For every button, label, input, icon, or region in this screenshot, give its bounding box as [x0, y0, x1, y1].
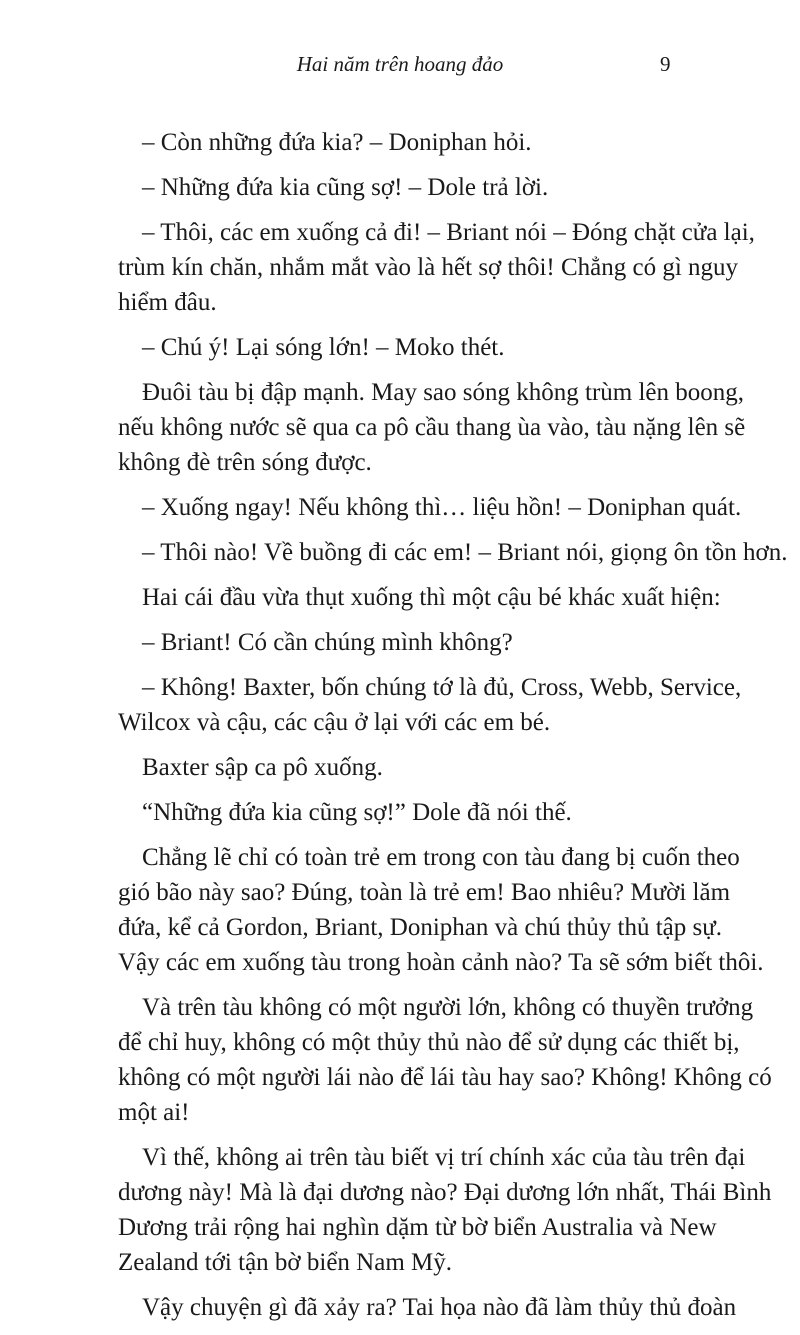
- text-line: hiểm đâu.: [118, 289, 217, 316]
- paragraph: [118, 330, 698, 365]
- paragraph: [118, 1140, 772, 1280]
- paragraph: [118, 670, 742, 740]
- text-line: – Không! Baxter, bốn chúng tớ là đủ, Cross, Webb, Service,: [142, 674, 742, 701]
- text-line: Vậy các em xuống tàu trong hoàn cảnh nào? Ta sẽ sớm biết thôi.: [118, 949, 764, 976]
- text-line: một ai!: [118, 1099, 190, 1126]
- text-line: Wilcox và cậu, các cậu ở lại với các em bé.: [118, 709, 551, 736]
- paragraph: [118, 535, 788, 570]
- text-line: Zealand tới tận bờ biển Nam Mỹ.: [118, 1249, 452, 1276]
- paragraph: [118, 490, 742, 525]
- text-line: – Xuống ngay! Nếu không thì… liệu hồn! – Doniphan quát.: [142, 494, 742, 521]
- text-line: trùm kín chăn, nhắm mắt vào là hết sợ thôi! Chẳng có gì nguy: [118, 254, 739, 281]
- text-line: – Những đứa kia cũng sợ! – Dole trả lời.: [142, 174, 549, 201]
- paragraph: [118, 795, 698, 830]
- text-line: – Thôi nào! Về buồng đi các em! – Briant nói, giọng ôn tồn hơn.: [142, 539, 788, 566]
- text-line: – Còn những đứa kia? – Doniphan hỏi.: [142, 129, 532, 156]
- text-line: “Những đứa kia cũng sợ!” Dole đã nói thế.: [142, 799, 572, 826]
- paragraph: [118, 125, 698, 160]
- text-line: Hai cái đầu vừa thụt xuống thì một cậu bé khác xuất hiện:: [142, 584, 721, 611]
- paragraph: [118, 170, 698, 205]
- text-line: – Chú ý! Lại sóng lớn! – Moko thét.: [142, 334, 505, 361]
- paragraph: [118, 580, 721, 615]
- text-line: Baxter sập ca pô xuống.: [142, 754, 383, 781]
- paragraph: [118, 625, 698, 660]
- text-line: không đè trên sóng được.: [118, 449, 372, 476]
- text-line: Chẳng lẽ chỉ có toàn trẻ em trong con tàu đang bị cuốn theo: [142, 844, 740, 871]
- text-line: đứa, kể cả Gordon, Briant, Doniphan và chú thủy thủ tập sự.: [118, 914, 723, 941]
- text-line: Dương trải rộng hai nghìn dặm từ bờ biển Australia và New: [118, 1214, 717, 1241]
- running-title: Hai năm trên hoang đảo: [296, 52, 504, 76]
- page-number: 9: [660, 52, 671, 76]
- text-line: Vì thế, không ai trên tàu biết vị trí chính xác của tàu trên đại: [142, 1144, 746, 1171]
- text-line: không có một người lái nào để lái tàu hay sao? Không! Không có: [118, 1064, 772, 1091]
- page-header: [0, 50, 800, 90]
- paragraph: [118, 1290, 737, 1325]
- text-line: gió bão này sao? Đúng, toàn là trẻ em! Bao nhiêu? Mười lăm: [118, 879, 731, 906]
- paragraph: [118, 375, 746, 480]
- text-line: nếu không nước sẽ qua ca pô cầu thang ùa vào, tàu nặng lên sẽ: [118, 414, 746, 441]
- text-line: – Thôi, các em xuống cả đi! – Briant nói – Đóng chặt cửa lại,: [142, 219, 755, 246]
- text-line: Đuôi tàu bị đập mạnh. May sao sóng không trùm lên boong,: [142, 379, 745, 406]
- paragraph: [118, 750, 698, 785]
- text-line: – Briant! Có cần chúng mình không?: [142, 629, 513, 656]
- paragraph: [118, 990, 772, 1130]
- body-text: [118, 125, 788, 1335]
- paragraph: [118, 215, 755, 320]
- text-line: để chỉ huy, không có một thủy thủ nào để sử dụng các thiết bị,: [118, 1029, 740, 1056]
- text-line: dương này! Mà là đại dương nào? Đại dương lớn nhất, Thái Bình: [118, 1179, 772, 1206]
- text-line: Và trên tàu không có một người lớn, không có thuyền trưởng: [142, 994, 754, 1021]
- text-line: Vậy chuyện gì đã xảy ra? Tai họa nào đã làm thủy thủ đoàn: [142, 1294, 737, 1321]
- paragraph: [118, 840, 764, 980]
